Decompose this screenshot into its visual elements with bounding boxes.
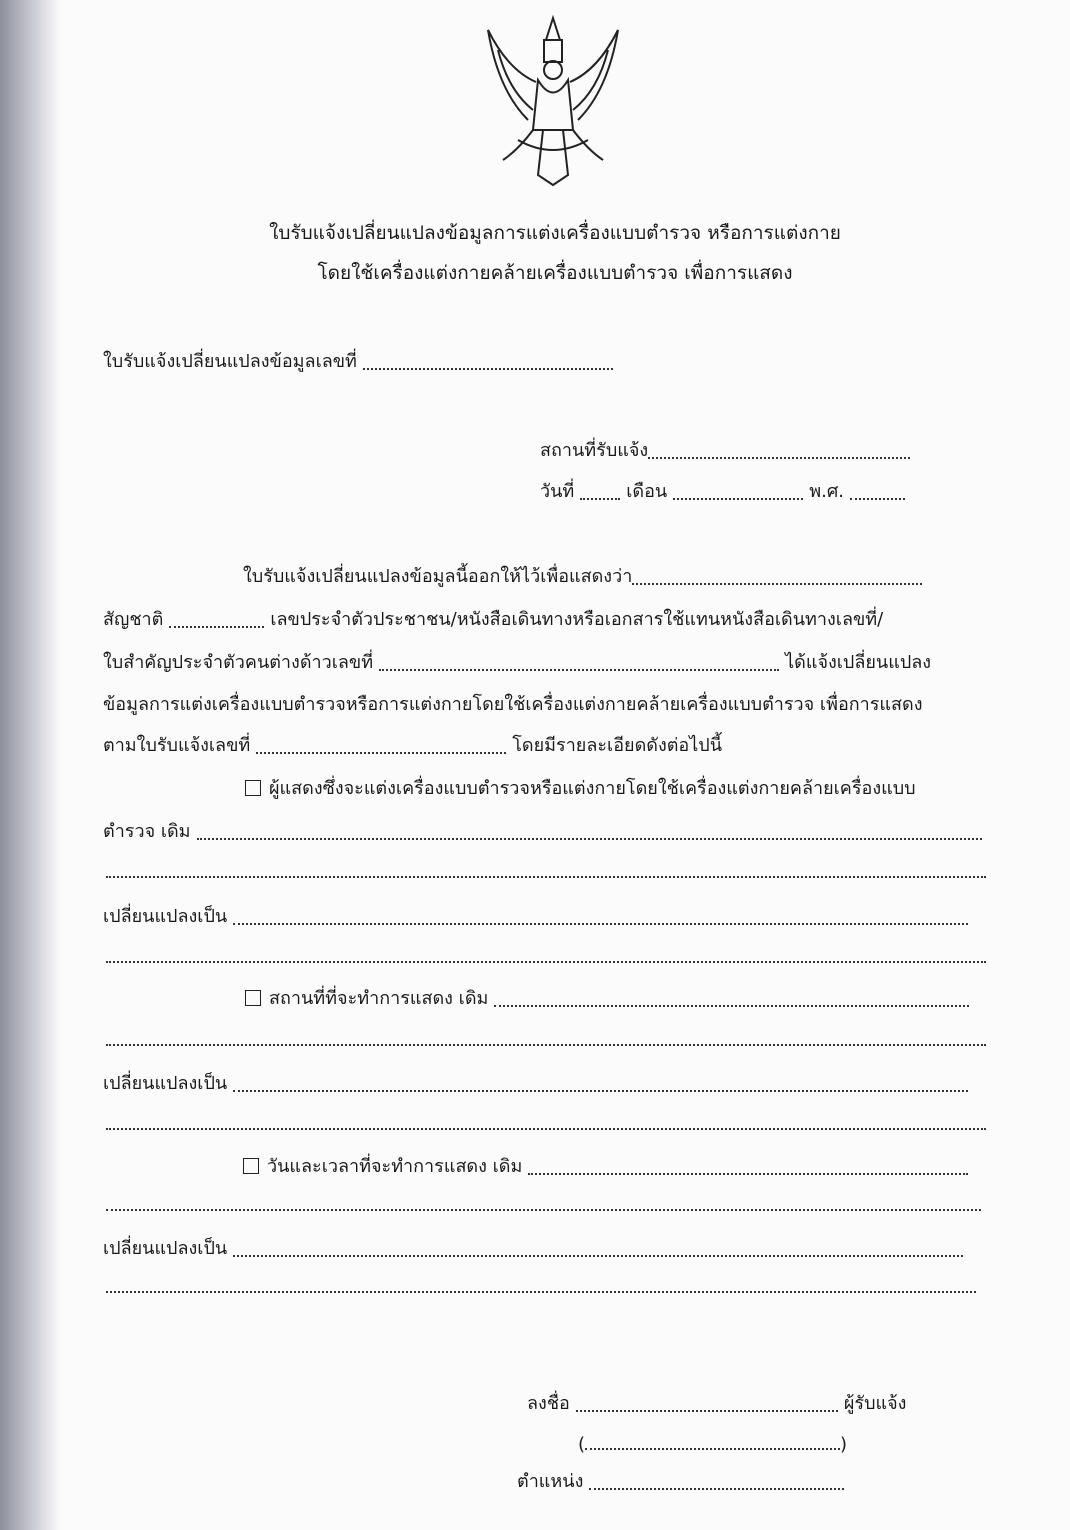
name-field[interactable] — [632, 565, 922, 585]
open-paren: ( — [578, 1434, 586, 1455]
datetime-checkbox[interactable] — [243, 1158, 259, 1174]
title-line-1: ใบรับแจ้งเปลี่ยนแปลงข้อมูลการแต่งเครื่องแบบตำรวจ หรือการแต่งกาย — [269, 222, 841, 244]
body-line-5 — [103, 729, 722, 759]
venue-change-label: เปลี่ยนแปลงเป็น — [103, 1073, 228, 1094]
date-row — [540, 475, 911, 505]
position-row — [517, 1465, 850, 1495]
signer-role: ผู้รับแจ้ง — [843, 1393, 907, 1414]
venue-label: สถานที่ที่จะทำการแสดง เดิม — [269, 988, 489, 1009]
venue-change-row — [103, 1067, 974, 1097]
venue-change-field[interactable] — [233, 1072, 968, 1092]
performer-label: ผู้แสดงซึ่งจะแต่งเครื่องแบบตำรวจหรือแต่งกายโดยใช้เครื่องแต่งกายคล้ายเครื่องแบบ — [269, 778, 916, 799]
details-label: โดยมีรายละเอียดดังต่อไปนี้ — [512, 735, 723, 756]
signer-name-row — [578, 1425, 847, 1455]
performer-checkbox[interactable] — [245, 780, 261, 796]
ref-no-row — [103, 345, 619, 375]
ref-no-field[interactable] — [363, 350, 613, 370]
datetime-label: วันและเวลาที่จะทำการแสดง เดิม — [267, 1156, 523, 1177]
month-label: เดือน — [626, 481, 668, 502]
datetime-option — [243, 1150, 974, 1180]
signature-field[interactable] — [576, 1392, 838, 1412]
title-line-2: โดยใช้เครื่องแต่งกายคล้ายเครื่องแบบตำรวจ เพื่อการแสดง — [317, 262, 793, 284]
venue-change-field-2[interactable] — [106, 1126, 986, 1130]
performer-change-field-2[interactable] — [106, 959, 986, 963]
year-field[interactable] — [850, 480, 905, 500]
datetime-original-field[interactable] — [528, 1155, 968, 1175]
body-line-4-text: ข้อมูลการแต่งเครื่องแบบตำรวจหรือการแต่งกายโดยใช้เครื่องแต่งกายคล้ายเครื่องแบบตำรวจ เพื่อการแสดง — [103, 694, 923, 715]
notified-label: ได้แจ้งเปลี่ยนแปลง — [785, 652, 932, 673]
signer-name-field[interactable] — [585, 1430, 840, 1450]
performer-original-label: ตำรวจ เดิม — [103, 821, 191, 842]
body-intro: ใบรับแจ้งเปลี่ยนแปลงข้อมูลนี้ออกให้ไว้เพื่อแสดงว่า — [243, 566, 633, 587]
performer-change-field[interactable] — [233, 905, 968, 925]
month-field[interactable] — [673, 480, 803, 500]
venue-option — [245, 982, 975, 1012]
performer-original-row — [103, 815, 988, 845]
performer-original-field[interactable] — [197, 820, 982, 840]
performer-option — [245, 772, 916, 802]
body-line-1 — [243, 560, 928, 590]
performer-change-row — [103, 900, 974, 930]
place-label: สถานที่รับแจ้ง — [540, 440, 649, 461]
body-line-4 — [103, 688, 923, 718]
alien-label: ใบสำคัญประจำตัวคนต่างด้าวเลขที่ — [103, 652, 374, 673]
datetime-change-label: เปลี่ยนแปลงเป็น — [103, 1238, 228, 1259]
garuda-emblem — [478, 10, 628, 190]
datetime-original-field-2[interactable] — [106, 1207, 981, 1211]
place-field[interactable] — [648, 439, 910, 459]
datetime-change-field[interactable] — [233, 1237, 963, 1257]
close-paren: ) — [840, 1434, 848, 1455]
id-number-field[interactable] — [379, 651, 779, 671]
receipt-label: ตามใบรับแจ้งเลขที่ — [103, 735, 251, 756]
datetime-change-field-2[interactable] — [106, 1289, 976, 1293]
venue-checkbox[interactable] — [245, 990, 261, 1006]
position-field[interactable] — [589, 1470, 844, 1490]
performer-change-label: เปลี่ยนแปลงเป็น — [103, 906, 228, 927]
id-label: เลขประจำตัวประชาชน/หนังสือเดินทางหรือเอกสารใช้แทนหนังสือเดินทางเลขที่/ — [270, 609, 884, 630]
nationality-label: สัญชาติ — [103, 609, 164, 630]
signature-row — [527, 1387, 906, 1417]
body-line-2 — [103, 603, 883, 633]
receipt-field[interactable] — [256, 734, 506, 754]
day-field[interactable] — [580, 480, 620, 500]
performer-original-field-2[interactable] — [106, 874, 986, 878]
body-line-3 — [103, 646, 931, 676]
nationality-field[interactable] — [169, 608, 264, 628]
ref-no-label: ใบรับแจ้งเปลี่ยนแปลงข้อมูลเลขที่ — [103, 351, 357, 372]
venue-original-field[interactable] — [494, 987, 969, 1007]
day-label: วันที่ — [540, 481, 575, 502]
position-label: ตำแหน่ง — [517, 1471, 584, 1492]
venue-original-field-2[interactable] — [106, 1042, 986, 1046]
place-row — [540, 434, 916, 464]
datetime-change-row — [103, 1232, 969, 1262]
sign-label: ลงชื่อ — [527, 1393, 570, 1414]
year-label: พ.ศ. — [809, 481, 844, 502]
